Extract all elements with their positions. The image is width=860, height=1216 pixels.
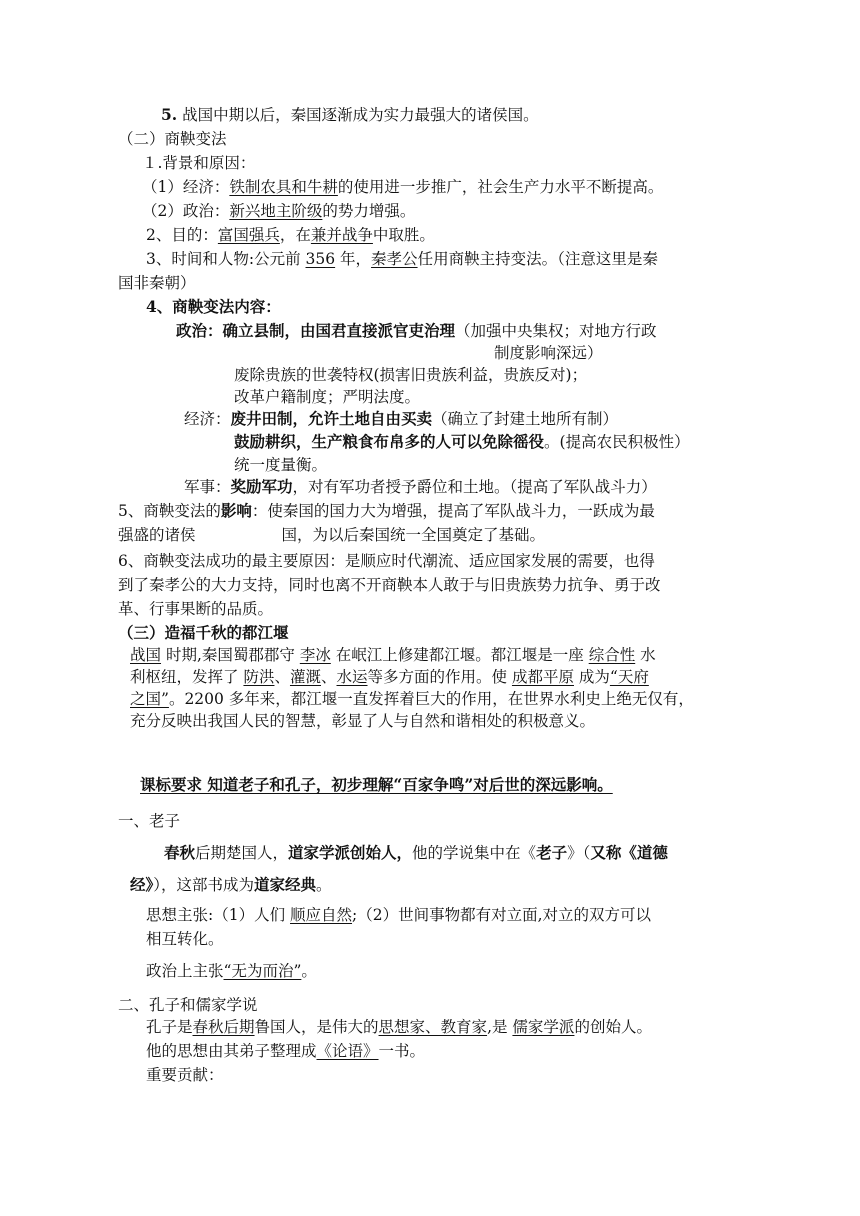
section-title-kongzi: 二、孔子和儒家学说 [118,996,258,1014]
text: 战国中期以后，秦国逐渐成为实力最强大的诸侯国。 [182,106,539,124]
line-contribution: 重要贡献： [146,1066,224,1084]
line-economy-reason: （1）经济：铁制农具和牛耕的使用进一步推广，社会生产力水平不断提高。 [142,178,664,196]
line-laozi-1: 春秋后期楚国人，道家学派创始人，他的学说集中在《老子》（又称《道德 [164,843,668,862]
line-kongzi-1: 孔子是春秋后期鲁国人，是伟大的思想家、教育家,是 儒家学派的创始人。 [146,1018,652,1036]
line-reason-2: 到了秦孝公的大力支持，同时也离不开商鞅本人敢于与旧贵族势力抗争、勇于改 [118,576,661,594]
line-military: 军事：奖励军功，对有军功者授予爵位和土地。（提高了军队战斗力） [184,477,657,496]
subheading-background: １.背景和原因： [142,154,256,172]
section-title-dujiangyan: （三）造福千秋的都江堰 [118,623,289,642]
underlined-answer: 富国强兵 [217,226,280,244]
line-goal: 2、目的：富国强兵，在兼并战争中取胜。 [146,226,435,244]
underlined-answer: 铁制农具和牛耕 [229,178,338,196]
underlined-answer: 秦孝公 [371,250,418,268]
line-thought-2: 相互转化。 [146,930,224,948]
line-reason-1: 6、商鞅变法成功的最主要原因：是顺应时代潮流、适应国家发展的需要，也得 [118,552,655,570]
line-politics-measure: 政治：确立县制，由国君直接派官吏治理（加强中央集权；对地方行政 [176,321,657,340]
line-kongzi-2: 他的思想由其弟子整理成《论语》一书。 [146,1042,426,1060]
subheading-content: 4、商鞅变法内容： [146,297,281,316]
line-politics-3: 改革户籍制度；严明法度。 [234,388,421,406]
line-impact: 5、商鞅变法的影响：使秦国的国力大为增强，提高了军队战斗力，一跃成为最 [118,501,655,520]
line-politics-note: 制度影响深远） [494,344,603,362]
line-dj-2: 利枢纽，发挥了 防洪、灌溉、水运等多方面的作用。使 成都平原 成为“天府 [130,668,649,686]
line-politics-reason: （2）政治：新兴地主阶级的势力增强。 [142,202,416,220]
line-time: 3、时间和人物:公元前 356 年，秦孝公任用商鞅主持变法。（注意这里是秦 [146,250,658,268]
section-title-shangyang: （二）商鞅变法 [118,130,227,148]
line-thought: 思想主张:（1）人们 顺应自然;（2）世间事物都有对立面,对立的双方可以 [146,906,652,924]
curriculum-requirement: 课标要求 知道老子和孔子，初步理解“百家争鸣”对后世的深远影响。 [140,775,613,794]
line-politics-2: 废除贵族的世袭特权(损害旧贵族利益，贵族反对)； [234,366,588,384]
line-politics-wuwei: 政治上主张“无为而治”。 [146,962,317,980]
underlined-answer: 兼并战争 [310,226,373,244]
line-dj-3: 之国”。2200 多年来，都江堰一直发挥着巨大的作用，在世界水利史上绝无仅有， [130,690,694,708]
line-economy-measure: 经济：废井田制，允许土地自由买卖（确立了封建土地所有制） [184,409,619,428]
list-number: 5. [161,105,178,124]
line-laozi-2: 经》），这部书成为道家经典。 [130,875,332,894]
line-dj-4: 充分反映出我国人民的智慧，彰显了人与自然和谐相处的积极意义。 [130,712,596,730]
underlined-answer: 356 [305,250,336,268]
line-qin-strongest [161,104,539,126]
line-economy-2: 鼓励耕织，生产粮食布帛多的人可以免除徭役。(提高农民积极性） [234,432,690,451]
line-time-cont: 国非秦朝） [118,274,196,292]
line-impact-cont: 强盛的诸侯 国，为以后秦国统一全国奠定了基础。 [118,526,546,544]
section-title-laozi: 一、老子 [118,812,181,830]
line-dj-1: 战国 时期,秦国蜀郡郡守 李冰 在岷江上修建都江堰。都江堰是一座 综合性 水 [130,646,656,664]
line-economy-3: 统一度量衡。 [234,456,328,474]
line-reason-3: 革、行事果断的品质。 [118,600,274,618]
underlined-answer: 新兴地主阶级 [229,202,323,220]
